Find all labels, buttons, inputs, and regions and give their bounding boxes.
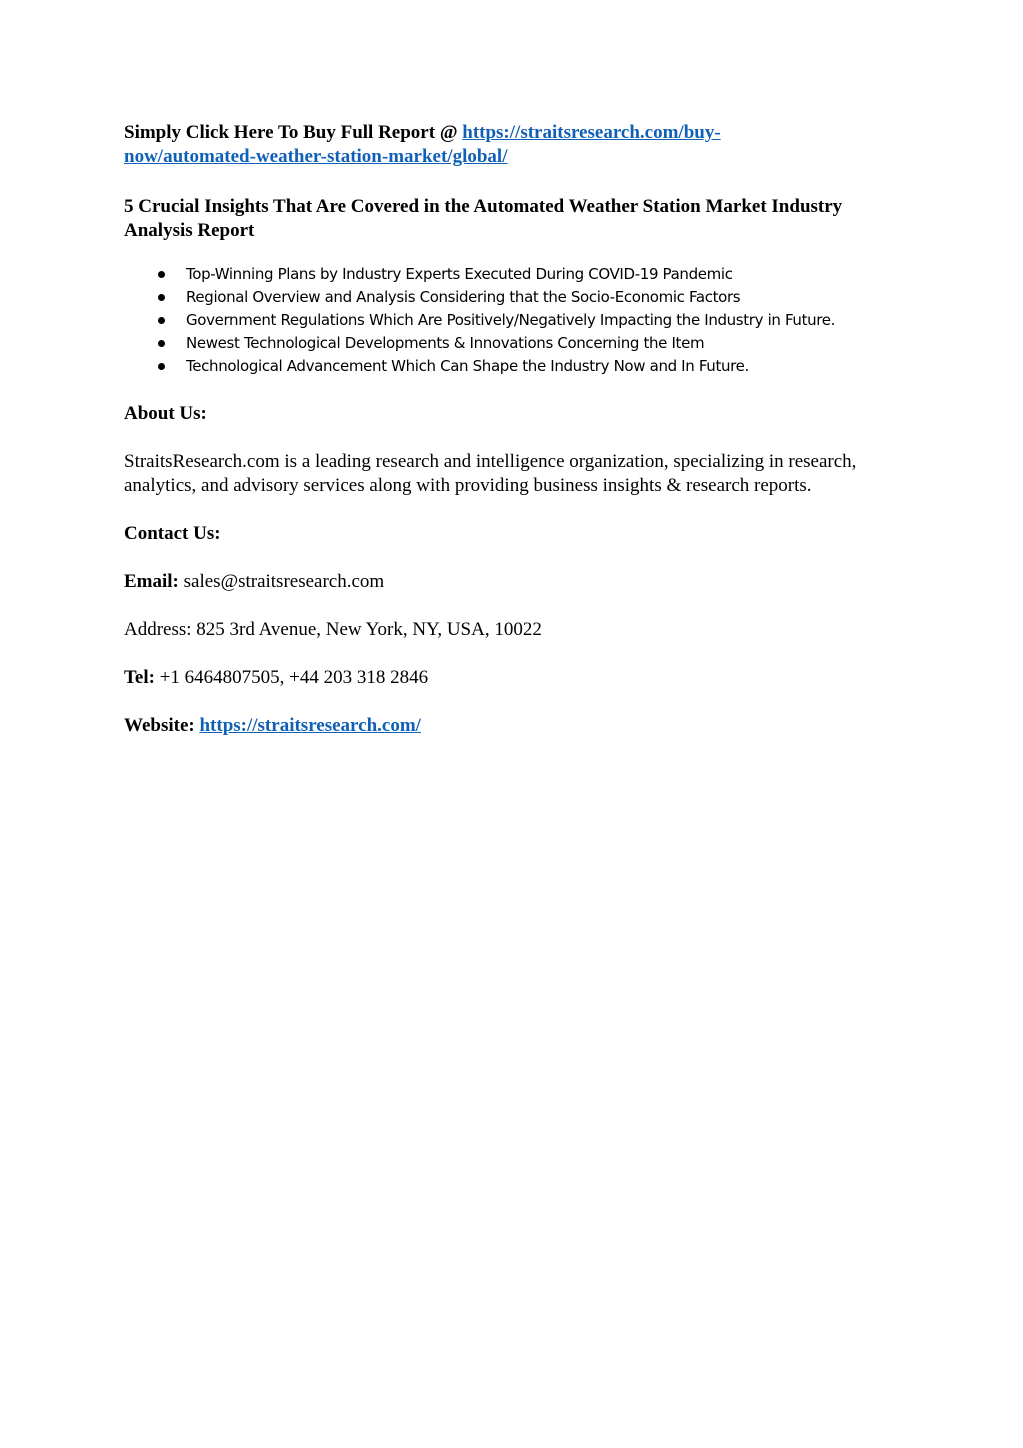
- list-item-text: Government Regulations Which Are Positively/Negatively Impacting the Industry in Future.: [186, 311, 836, 329]
- document-page: [124, 121, 904, 738]
- bullet-icon: [158, 340, 165, 347]
- insights-title: 5 Crucial Insights That Are Covered in the Automated Weather Station Market Industry Analysis Report: [124, 196, 843, 241]
- website-label: Website:: [124, 715, 195, 736]
- email-value: sales@straitsresearch.com: [178, 571, 385, 592]
- list-item: [124, 309, 904, 332]
- list-item-text: Top-Winning Plans by Industry Experts Executed During COVID-19 Pandemic: [186, 265, 733, 283]
- about-heading: About Us:: [124, 403, 207, 424]
- list-item: [124, 332, 904, 355]
- list-item-text: Technological Advancement Which Can Shape the Industry Now and In Future.: [186, 357, 749, 375]
- bullet-icon: [158, 294, 165, 301]
- list-item-text: Regional Overview and Analysis Considering that the Socio-Economic Factors: [186, 288, 741, 306]
- email-line: [124, 570, 904, 594]
- list-item: [124, 355, 904, 378]
- tel-line: [124, 666, 904, 690]
- insights-list: [124, 263, 904, 378]
- tel-value: +1 6464807505, +44 203 318 2846: [154, 667, 429, 688]
- bullet-icon: [158, 363, 165, 370]
- bullet-icon: [158, 317, 165, 324]
- list-item: [124, 263, 904, 286]
- buy-report-label: Simply Click Here To Buy Full Report @: [124, 122, 458, 143]
- address-line: Address: 825 3rd Avenue, New York, NY, USA, 10022: [124, 619, 542, 640]
- list-item: [124, 286, 904, 309]
- email-label: Email:: [124, 571, 179, 592]
- about-text: StraitsResearch.com is a leading research and intelligence organization, specializing in research, analytics, and advisory services along with providing business insights & research reports.: [124, 451, 857, 496]
- buy-report-link-line2[interactable]: now/automated-weather-station-market/global/: [124, 146, 508, 167]
- website-line: [124, 714, 904, 738]
- bullet-icon: [158, 271, 165, 278]
- contact-heading: Contact Us:: [124, 523, 221, 544]
- website-link[interactable]: https://straitsresearch.com/: [199, 715, 421, 736]
- list-item-text: Newest Technological Developments & Innovations Concerning the Item: [186, 334, 705, 352]
- tel-label: Tel:: [124, 667, 155, 688]
- buy-report-paragraph: [124, 121, 904, 169]
- buy-report-link-line1[interactable]: https://straitsresearch.com/buy-: [462, 122, 721, 143]
